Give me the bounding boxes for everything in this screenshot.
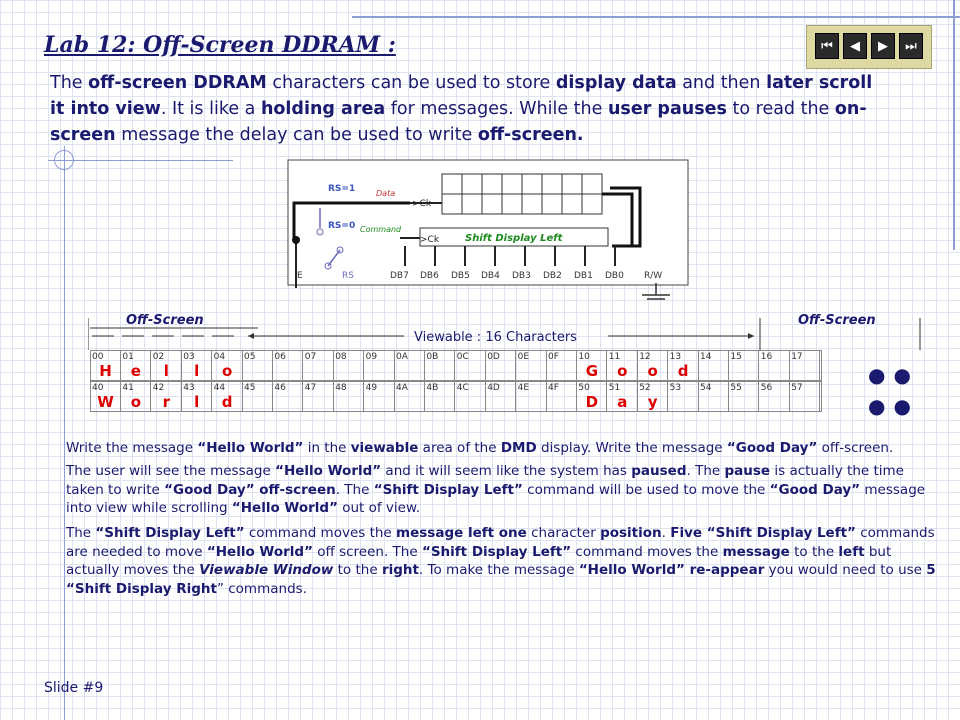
ddram-cell — [638, 382, 668, 411]
ddram-cell — [395, 382, 425, 411]
ddram-address: 0F — [548, 352, 559, 362]
ddram-cell — [273, 382, 303, 411]
ddram-character: a — [617, 393, 628, 411]
ddram-address: 14 — [700, 352, 712, 362]
ddram-character: o — [647, 362, 658, 380]
ddram-address: 4C — [456, 383, 469, 393]
intro-paragraph: The off-screen DDRAM characters can be used to store display data and then later scroll it into view. It is like a holding area for messages. While the user pauses to read the on-screen message the delay can be used to write off-screen. — [50, 73, 873, 145]
ddram-cell — [577, 351, 607, 380]
ddram-cell — [121, 351, 151, 380]
ddram-cell — [486, 351, 516, 380]
ddram-address: 44 — [213, 383, 226, 393]
command-label: Command — [360, 225, 402, 234]
ddram-address: 56 — [760, 383, 773, 393]
ddram-address: 47 — [304, 383, 317, 393]
ddram-address: 08 — [335, 352, 347, 362]
slide-title: Lab 12: Off-Screen DDRAM : — [44, 32, 396, 58]
ddram-address: 0A — [396, 352, 408, 362]
ddram-address: 11 — [608, 352, 621, 362]
ddram-cell — [456, 351, 486, 380]
viewable-label: Viewable : 16 Characters — [414, 330, 577, 345]
ddram-character: H — [99, 362, 112, 380]
ddram-cell — [669, 351, 699, 380]
ddram-address: 48 — [335, 383, 347, 393]
ddram-cell — [425, 382, 455, 411]
ddram-cell — [121, 382, 151, 411]
pin-rs: RS — [342, 271, 354, 281]
ddram-character: l — [163, 362, 169, 380]
ddram-address: 43 — [183, 383, 195, 393]
pin-db4: DB4 — [481, 271, 500, 281]
slide-number: Slide #9 — [44, 680, 104, 696]
last-slide-icon[interactable]: ⏭ — [899, 33, 923, 59]
ddram-address: 45 — [244, 383, 256, 393]
ddram-address: 4D — [487, 383, 500, 393]
pin-db5: DB5 — [451, 271, 470, 281]
pin-db2: DB2 — [543, 271, 562, 281]
ddram-character: d — [677, 362, 689, 380]
pin-db7: DB7 — [390, 271, 409, 281]
ddram-cell — [182, 351, 212, 380]
ddram-cell — [182, 382, 212, 411]
ddram-cell — [304, 351, 334, 380]
ddram-address: 02 — [152, 352, 165, 362]
ddram-character: e — [130, 362, 141, 380]
ddram-address: 4F — [548, 383, 559, 393]
shift-display-left-label: Shift Display Left — [465, 233, 563, 244]
paragraph-1: Write the message “Hello World” in the viewable area of the DMD display. Write the message “Good Day” off-screen. — [66, 440, 894, 456]
ddram-address: 41 — [122, 383, 134, 393]
pin-e: E — [297, 271, 303, 281]
ddram-address: 10 — [578, 352, 590, 362]
ddram-cell — [517, 351, 547, 380]
pin-db1: DB1 — [574, 271, 593, 281]
ddram-address: 12 — [639, 352, 651, 362]
ddram-address: 54 — [700, 383, 712, 393]
ddram-cell — [91, 351, 121, 380]
data-label: Data — [376, 189, 396, 198]
ddram-cell — [152, 351, 182, 380]
ddram-cell — [517, 382, 547, 411]
ddram-cell — [790, 351, 820, 380]
ddram-address: 4A — [396, 383, 408, 393]
ddram-cell — [243, 351, 273, 380]
ddram-address: 53 — [669, 383, 682, 393]
ddram-address: 46 — [274, 383, 286, 393]
ddram-address: 0B — [426, 352, 439, 362]
ddram-address: 16 — [760, 352, 773, 362]
ddram-cell — [304, 382, 334, 411]
ddram-cell — [334, 351, 364, 380]
top-rule — [352, 16, 960, 18]
paragraph-2: The user will see the message “Hello World” and it will seem like the system has paused. The pause is actually the time taken to write “Good Day” off-screen. The “Shift Display Left” command will be used to move the “Good Day” message into view while scrolling “Hello World” out of view. — [66, 463, 926, 516]
ddram-character: l — [194, 362, 200, 380]
previous-slide-icon[interactable]: ◀ — [843, 33, 867, 59]
ddram-row-2 — [90, 381, 822, 412]
ddram-cell — [213, 382, 243, 411]
ddram-address: 42 — [152, 383, 165, 393]
ddram-address: 52 — [639, 383, 651, 393]
rs0-label: RS=0 — [328, 221, 356, 231]
ddram-cell — [699, 382, 729, 411]
ddram-address: 07 — [304, 352, 317, 362]
ddram-character: r — [162, 393, 170, 411]
pin-db3: DB3 — [512, 271, 531, 281]
lcd-control-diagram — [280, 158, 700, 303]
off-screen-left-label: Off-Screen — [126, 313, 204, 328]
ddram-row-1 — [90, 350, 822, 381]
ddram-address: 0E — [517, 352, 530, 362]
ddram-character: W — [97, 393, 114, 411]
right-rule — [953, 0, 955, 250]
next-slide-icon[interactable]: ▶ — [871, 33, 895, 59]
ddram-address: 04 — [213, 352, 226, 362]
ddram-cell — [699, 351, 729, 380]
ddram-address: 01 — [122, 352, 134, 362]
ddram-address: 00 — [92, 352, 104, 362]
ddram-address: 06 — [274, 352, 286, 362]
ddram-cell — [760, 351, 790, 380]
decor-line-vertical — [64, 146, 65, 720]
ddram-cell — [456, 382, 486, 411]
ddram-cell — [547, 382, 577, 411]
ddram-cell — [638, 351, 668, 380]
pin-db0: DB0 — [605, 271, 624, 281]
ddram-cell — [213, 351, 243, 380]
ddram-cell — [729, 351, 759, 380]
ddram-address: 4B — [426, 383, 439, 393]
ddram-address: 05 — [244, 352, 256, 362]
slide-navigation — [806, 25, 932, 69]
ddram-address: 50 — [578, 383, 590, 393]
ddram-cell — [486, 382, 516, 411]
off-screen-right-label: Off-Screen — [798, 313, 876, 328]
ddram-character: D — [585, 393, 599, 411]
decor-circle — [54, 150, 74, 170]
ddram-cell — [273, 351, 303, 380]
ddram-cell — [790, 382, 820, 411]
ddram-address: 40 — [92, 383, 104, 393]
ddram-address: 57 — [791, 383, 803, 393]
pin-db6: DB6 — [420, 271, 439, 281]
ddram-cell — [334, 382, 364, 411]
ddram-address: 51 — [608, 383, 621, 393]
ck-label-data: >Ck — [412, 199, 432, 209]
ddram-character: y — [647, 393, 658, 411]
ddram-cell — [395, 351, 425, 380]
ddram-address: 15 — [730, 352, 742, 362]
ddram-address: 0C — [456, 352, 469, 362]
ddram-cell — [669, 382, 699, 411]
ddram-cell — [365, 351, 395, 380]
ddram-cell — [425, 351, 455, 380]
first-slide-icon[interactable]: ⏮ — [815, 33, 839, 59]
ddram-cell — [729, 382, 759, 411]
ddram-character: o — [617, 362, 628, 380]
ddram-cell — [152, 382, 182, 411]
ddram-address: 13 — [669, 352, 682, 362]
ddram-cell — [577, 382, 607, 411]
decor-line — [48, 160, 233, 161]
continuation-dots-row1: ●● — [868, 363, 919, 387]
ddram-header — [88, 308, 938, 350]
pin-rw: R/W — [644, 271, 663, 281]
ddram-address: 0D — [487, 352, 500, 362]
ddram-cell — [608, 351, 638, 380]
ddram-character: l — [194, 393, 200, 411]
ddram-address: 49 — [365, 383, 378, 393]
ddram-cell — [608, 382, 638, 411]
rs1-label: RS=1 — [328, 184, 356, 194]
ddram-address: 55 — [730, 383, 742, 393]
ddram-character: o — [130, 393, 142, 411]
ck-label-command: >Ck — [420, 235, 440, 245]
ddram-cell — [547, 351, 577, 380]
ddram-address: 17 — [791, 352, 803, 362]
ddram-character: G — [585, 362, 599, 380]
ddram-character: o — [221, 362, 233, 380]
continuation-dots-row2: ●● — [868, 394, 919, 418]
ddram-address: 4E — [517, 383, 530, 393]
ddram-address: 09 — [365, 352, 378, 362]
ddram-cell — [365, 382, 395, 411]
ddram-cell — [760, 382, 790, 411]
ddram-cell — [243, 382, 273, 411]
ddram-character: d — [221, 393, 233, 411]
paragraph-3: The “Shift Display Left” command moves the message left one character position. Five “Shift Display Left” commands are needed to move “Hello World” off screen. The “Shift Display Left” command moves the message to the left but actually moves the Viewable Window to the right. To make the message “Hello World” re-appear you would need to use 5 “Shift Display Right” commands. — [66, 525, 936, 597]
ddram-cell — [91, 382, 121, 411]
ddram-address: 03 — [183, 352, 195, 362]
